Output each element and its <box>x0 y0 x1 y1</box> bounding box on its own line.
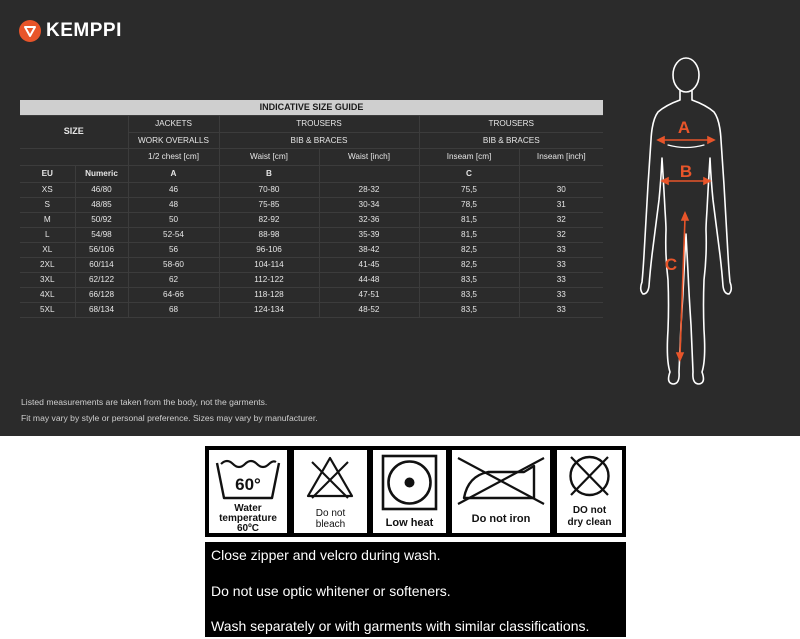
table-cell: 81,5 <box>419 227 519 242</box>
table-cell: XL <box>20 242 75 257</box>
table-cell: 31 <box>519 197 603 212</box>
group-bib-braces-inseam: BIB & BRACES <box>419 132 603 149</box>
body-measure-figure <box>628 50 744 394</box>
sub-header-row <box>20 165 603 182</box>
wash-label: Water <box>234 503 262 514</box>
instruction-line: Wash separately or with garments with similar classifications. <box>211 618 590 634</box>
table-cell: 44-48 <box>319 272 419 287</box>
care-wash <box>209 450 287 533</box>
table-cell: M <box>20 212 75 227</box>
no-bleach-icon <box>294 452 367 502</box>
bleach-label: Do not <box>315 508 346 519</box>
table-cell: 104-114 <box>219 257 319 272</box>
table-cell: 3XL <box>20 272 75 287</box>
sub-header: Numeric <box>75 165 128 182</box>
table-cell: 83,5 <box>419 272 519 287</box>
group-work-overalls: WORK OVERALLS <box>128 132 219 149</box>
table-cell: 38-42 <box>319 242 419 257</box>
table-row <box>20 287 603 302</box>
table-cell: 124-134 <box>219 302 319 317</box>
table-cell: 70-80 <box>219 182 319 197</box>
table-row <box>20 212 603 227</box>
wash-tub-icon <box>209 452 287 502</box>
table-cell: 32 <box>519 212 603 227</box>
dryclean-label: dry clean <box>567 517 612 528</box>
table-cell: 48 <box>128 197 219 212</box>
dry-label: Low heat <box>385 517 434 529</box>
table-cell: 33 <box>519 257 603 272</box>
table-title-row <box>20 100 603 116</box>
table-cell: 118-128 <box>219 287 319 302</box>
sub-header: A <box>128 165 219 182</box>
sub-header: B <box>219 165 319 182</box>
table-row <box>20 227 603 242</box>
care-bleach <box>294 450 367 533</box>
no-dry-clean-icon <box>557 452 622 502</box>
table-cell: 47-51 <box>319 287 419 302</box>
group-bib-braces: BIB & BRACES <box>219 132 419 149</box>
note-line: Fit may vary by style or personal preference. Sizes may vary by manufacturer. <box>21 412 318 423</box>
table-title: INDICATIVE SIZE GUIDE <box>20 100 603 116</box>
table-cell: 30 <box>519 182 603 197</box>
table-header-row <box>20 116 603 133</box>
table-cell: 32 <box>519 227 603 242</box>
size-header: SIZE <box>20 116 128 149</box>
table-cell: 75-85 <box>219 197 319 212</box>
table-cell: 46 <box>128 182 219 197</box>
measure-header: 1/2 chest [cm] <box>128 149 219 166</box>
instruction-line: Close zipper and velcro during wash. <box>211 547 441 563</box>
table-cell: 4XL <box>20 287 75 302</box>
measure-header-empty <box>20 149 128 166</box>
table-cell: 46/80 <box>75 182 128 197</box>
table-cell: 82,5 <box>419 257 519 272</box>
table-row <box>20 182 603 197</box>
label-b: B <box>679 162 693 181</box>
table-cell: 68/134 <box>75 302 128 317</box>
table-cell: 56 <box>128 242 219 257</box>
iron-label: Do not iron <box>471 513 531 525</box>
table-cell: 78,5 <box>419 197 519 212</box>
tumble-dry-low-icon <box>373 452 446 514</box>
table-cell: 75,5 <box>419 182 519 197</box>
table-cell: 96-106 <box>219 242 319 257</box>
table-row <box>20 197 603 212</box>
table-cell: 50 <box>128 212 219 227</box>
wash-temp: 60° <box>235 475 261 494</box>
bleach-label: bleach <box>315 519 346 530</box>
wash-label: temperature <box>219 513 277 524</box>
table-cell: 62 <box>128 272 219 287</box>
measure-header: Waist [inch] <box>319 149 419 166</box>
table-cell: 33 <box>519 287 603 302</box>
table-cell: 2XL <box>20 257 75 272</box>
measure-header: Waist [cm] <box>219 149 319 166</box>
table-row <box>20 257 603 272</box>
measure-header: Inseam [cm] <box>419 149 519 166</box>
table-cell: 30-34 <box>319 197 419 212</box>
care-dry <box>373 450 446 533</box>
size-rows <box>20 182 603 317</box>
table-cell: 60/114 <box>75 257 128 272</box>
table-cell: XS <box>20 182 75 197</box>
size-table <box>20 100 603 318</box>
table-cell: 35-39 <box>319 227 419 242</box>
table-cell: 52-54 <box>128 227 219 242</box>
table-cell: 32-36 <box>319 212 419 227</box>
group-trousers-inseam: TROUSERS <box>419 116 603 133</box>
table-cell: 50/92 <box>75 212 128 227</box>
measure-header-row <box>20 149 603 166</box>
sub-header: EU <box>20 165 75 182</box>
body-outline-icon <box>641 58 732 384</box>
group-trousers: TROUSERS <box>219 116 419 133</box>
dryclean-label: DO not <box>572 505 607 516</box>
table-cell: 66/128 <box>75 287 128 302</box>
note-line: Listed measurements are taken from the body, not the garments. <box>21 397 268 407</box>
table-cell: 88-98 <box>219 227 319 242</box>
care-dryclean <box>557 450 622 533</box>
kemppi-logo-icon <box>19 20 41 42</box>
instruction-line: Do not use optic whitener or softeners. <box>211 583 451 599</box>
table-cell: 54/98 <box>75 227 128 242</box>
table-row <box>20 242 603 257</box>
table-cell: 112-122 <box>219 272 319 287</box>
sub-header <box>519 165 603 182</box>
table-cell: 64-66 <box>128 287 219 302</box>
notes <box>21 395 318 426</box>
brand-name: KEMPPI <box>46 20 122 41</box>
table-cell: 28-32 <box>319 182 419 197</box>
table-cell: 62/122 <box>75 272 128 287</box>
label-c: C <box>664 255 678 274</box>
table-cell: L <box>20 227 75 242</box>
no-iron-icon <box>452 452 550 510</box>
table-cell: 83,5 <box>419 302 519 317</box>
table-cell: 33 <box>519 272 603 287</box>
care-iron <box>452 450 550 533</box>
label-a: A <box>677 118 691 137</box>
table-cell: 48-52 <box>319 302 419 317</box>
table-cell: 41-45 <box>319 257 419 272</box>
table-cell: 82-92 <box>219 212 319 227</box>
sub-header <box>319 165 419 182</box>
table-cell: 58-60 <box>128 257 219 272</box>
wash-label: 60ºC <box>237 523 259 534</box>
care-symbols <box>205 446 626 537</box>
table-cell: 56/106 <box>75 242 128 257</box>
table-row <box>20 272 603 287</box>
table-cell: 48/85 <box>75 197 128 212</box>
table-cell: 33 <box>519 242 603 257</box>
table-cell: 5XL <box>20 302 75 317</box>
table-row <box>20 302 603 317</box>
sub-header: C <box>419 165 519 182</box>
table-cell: S <box>20 197 75 212</box>
measure-header: Inseam [inch] <box>519 149 603 166</box>
table-cell: 33 <box>519 302 603 317</box>
table-cell: 68 <box>128 302 219 317</box>
table-cell: 83,5 <box>419 287 519 302</box>
group-jackets: JACKETS <box>128 116 219 133</box>
table-cell: 81,5 <box>419 212 519 227</box>
kemppi-logo <box>19 20 122 42</box>
care-instructions <box>205 542 626 637</box>
table-cell: 82,5 <box>419 242 519 257</box>
